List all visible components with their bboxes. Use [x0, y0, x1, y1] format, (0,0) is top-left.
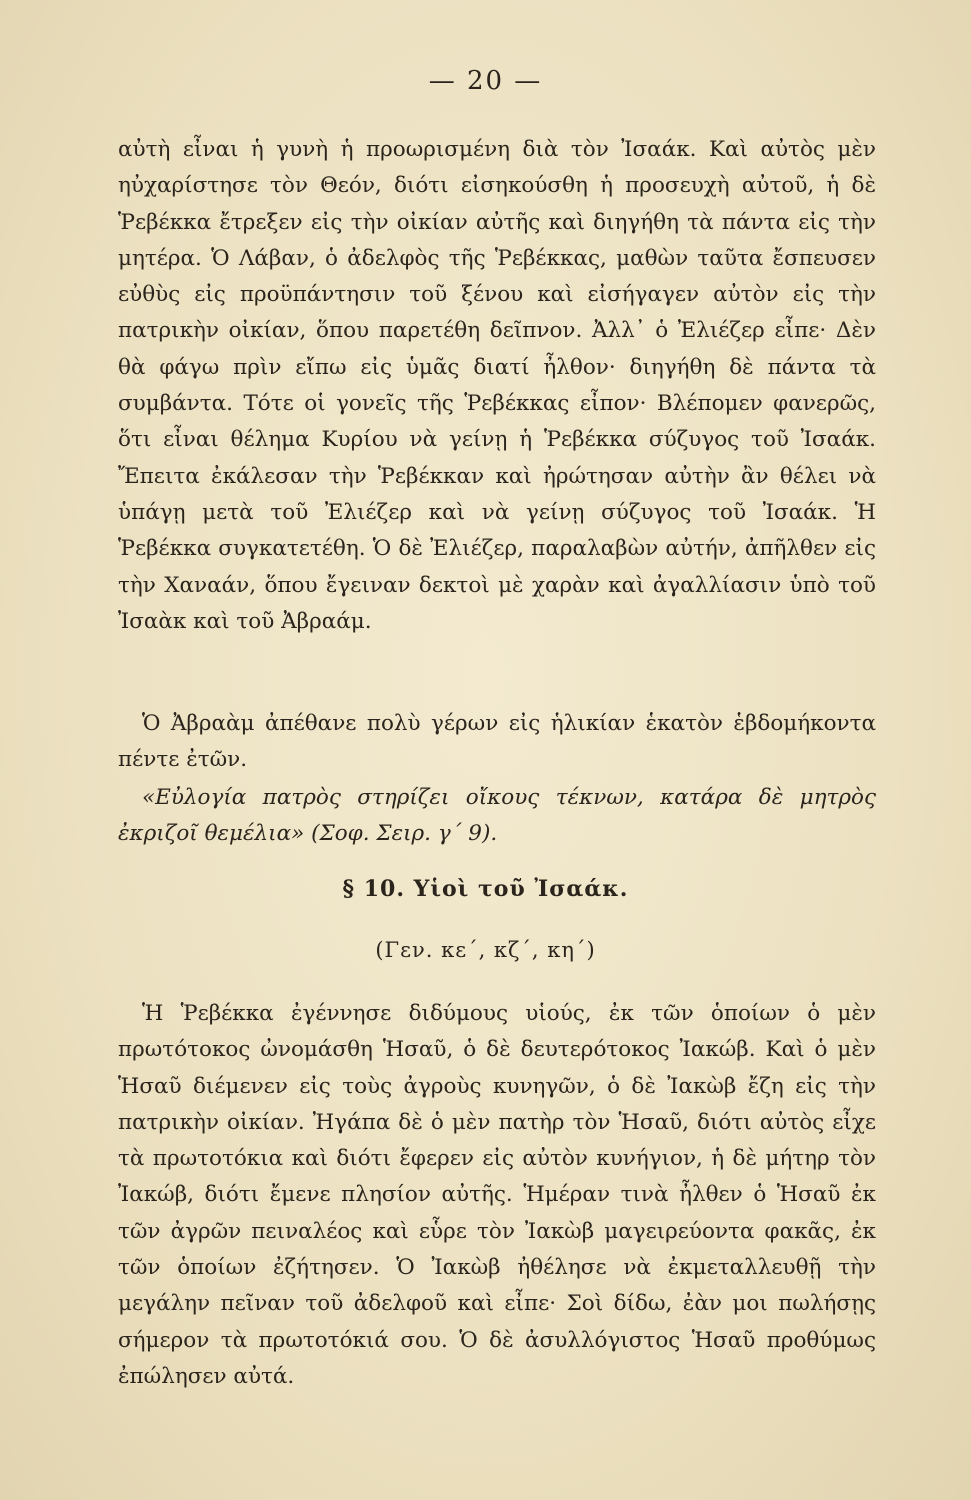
proverb-quote: «Εὐλογία πατρὸς στηρίζει οἴκους τέκνων, κατάρα δὲ μητρὸς ἐκριζοῖ θεμέλια» (Σοφ. Σειρ. γ΄ 9).	[118, 785, 876, 847]
section-scripture-reference: (Γεν. κε΄, κζ΄, κη΄)	[375, 938, 596, 962]
paragraph-sons-of-isaac: Ἡ Ῥεβέκκα ἐγέννησε διδύμους υἱούς, ἐκ τῶν ὁποίων ὁ μὲν πρωτότοκος ὠνομάσθη Ἡσαῦ, ὁ δὲ δευτερότοκος Ἰακώβ. Καὶ ὁ μὲν Ἡσαῦ διέμενεν εἰς τοὺς ἀγροὺς κυνηγῶν, ὁ δὲ Ἰακὼβ ἔζη εἰς τὴν πατρικὴν οἰκίαν. Ἠγάπα δὲ ὁ μὲν πατὴρ τὸν Ἡσαῦ, διότι αὐτὸς εἶχε τὰ πρωτοτόκια καὶ διότι ἔφερεν εἰς αὐτὸν κυνήγιον, ἡ δὲ μήτηρ τὸν Ἰακώβ, διότι ἔμενε πλησίον αὐτῆς. Ἡμέραν τινὰ ἦλθεν ὁ Ἡσαῦ ἐκ τῶν ἀγρῶν πειναλέος καὶ εὗρε τὸν Ἰακὼβ μαγειρεύοντα φακᾶς, ἐκ τῶν ὁποίων ἐζήτησεν. Ὁ Ἰακὼβ ἠθέλησε νὰ ἐκμεταλλευθῇ τὴν μεγάλην πεῖναν τοῦ ἀδελφοῦ καὶ εἶπε· Σοὶ δίδω, ἐὰν μοι πωλήσῃς σήμερον τὰ πρωτοτόκιά σου. Ὁ δὲ ἀσυλλόγιστος Ἡσαῦ προθύμως ἐπώλησεν αὐτά.	[118, 1001, 876, 1389]
paragraph-rebekah-betrothal: αὐτὴ εἶναι ἡ γυνὴ ἡ προωρισμένη διὰ τὸν Ἰσαάκ. Καὶ αὐτὸς μὲν ηὐχαρίστησε τὸν Θεόν, διότι εἰσηκούσθη ἡ προσευχὴ αὐτοῦ, ἡ δὲ Ῥεβέκκα ἔτρεξεν εἰς τὴν οἰκίαν αὐτῆς καὶ διηγήθη τὰ πάντα εἰς τὴν μητέρα. Ὁ Λάβαν, ὁ ἀδελφὸς τῆς Ῥεβέκκας, μαθὼν ταῦτα ἔσπευσεν εὐθὺς εἰς προϋπάντησιν τοῦ ξένου καὶ εἰσήγαγεν αὐτὸν εἰς τὴν πατρικὴν οἰκίαν, ὅπου παρετέθη δεῖπνον. Ἀλλ᾽ ὁ Ἐλιέζερ εἶπε· Δὲν θὰ φάγω πρὶν εἴπω εἰς ὑμᾶς διατί ἦλθον· διηγήθη δὲ πάντα τὰ συμβάντα. Τότε οἱ γονεῖς τῆς Ῥεβέκκας εἶπον· Βλέπομεν φανερῶς, ὅτι εἶναι θέλημα Κυρίου νὰ γείνῃ ἡ Ῥεβέκκα σύζυγος τοῦ Ἰσαάκ. Ἔπειτα ἐκάλεσαν τὴν Ῥεβέκκαν καὶ ἠρώτησαν αὐτὴν ἂν θέλει νὰ ὑπάγῃ μετὰ τοῦ Ἐλιέζερ καὶ νὰ γείνῃ σύζυγος τοῦ Ἰσαάκ. Ἡ Ῥεβέκκα συγκατετέθη. Ὁ δὲ Ἐλιέζερ, παραλαβὼν αὐτήν, ἀπῆλθεν εἰς τὴν Χαναάν, ὅπου ἔγειναν δεκτοὶ μὲ χαρὰν καὶ ἀγαλλίασιν ὑπὸ τοῦ Ἰσαὰκ καὶ τοῦ Ἀβραάμ.	[118, 137, 876, 634]
page-number: — 20 —	[428, 66, 543, 96]
section-heading: § 10. Υἱοὶ τοῦ Ἰσαάκ.	[342, 876, 629, 902]
paragraph-abraham-death: Ὁ Ἀβραὰμ ἀπέθανε πολὺ γέρων εἰς ἡλικίαν ἑκατὸν ἑβδομήκοντα πέντε ἐτῶν.	[118, 711, 876, 773]
